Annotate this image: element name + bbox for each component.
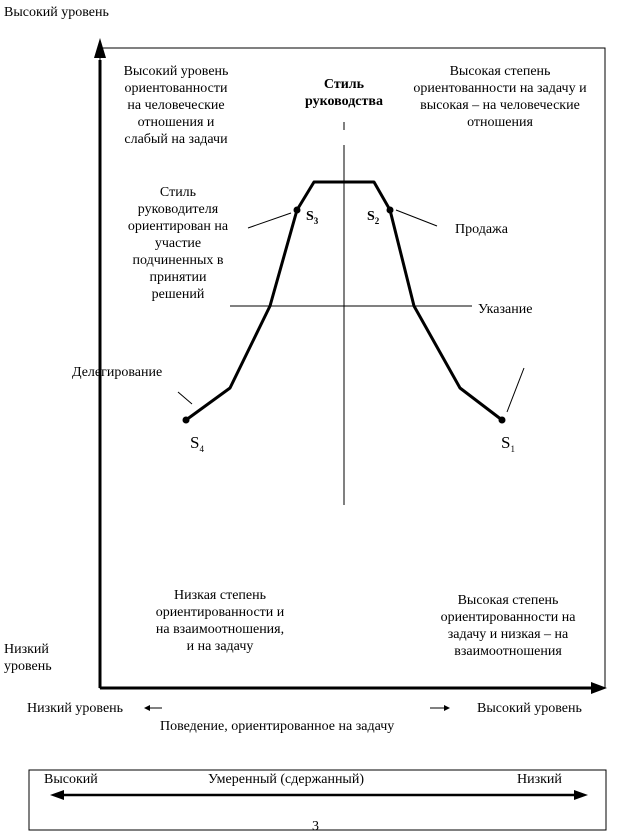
scale-arrowhead-left xyxy=(50,790,64,800)
quadrant-bottom-left: Низкая степень ориентированности и на взаимоотношения, и на задачу xyxy=(155,588,285,654)
quadrant-top-right: Высокая степень ориентованности на задачу и высокая – на человеческие отношения xyxy=(413,64,587,130)
point-s4-label: $S_4$ xyxy=(190,433,204,454)
point-s3-label: $S_3$ xyxy=(306,209,319,226)
point-s2-label: $S_2$ xyxy=(367,209,380,226)
point-s4-marker xyxy=(183,417,190,424)
point-s1-label: $S_1$ xyxy=(501,433,515,454)
center-title: Стиль руководства xyxy=(305,77,383,109)
callout-telling xyxy=(507,368,524,412)
scale-arrowhead-right xyxy=(574,790,588,800)
callout-delegating xyxy=(178,392,192,404)
point-s3-marker xyxy=(294,207,301,214)
page-number: 3 xyxy=(312,819,319,834)
left-small-arrowhead xyxy=(144,705,150,711)
callout-selling xyxy=(396,210,437,226)
label-participation: Стиль руководителя ориентирован на участие подчиненных в принятии решений xyxy=(127,185,229,302)
label-telling: Указание xyxy=(478,302,533,317)
quadrant-top-left: Высокий уровень ориентованности на человеческие отношения и слабый на задачи xyxy=(123,64,229,147)
point-s2-marker xyxy=(387,207,394,214)
point-s1-marker xyxy=(499,417,506,424)
x-axis-caption: Поведение, ориентированное на задачу xyxy=(160,719,395,734)
scale-label-middle: Умеренный (сдержанный) xyxy=(208,772,364,787)
quadrant-bottom-right: Высокая степень ориентированности на задачу и низкая – на взаимоотношения xyxy=(440,593,576,659)
y-axis-bottom-label: Низкий уровень xyxy=(4,642,52,674)
scale-label-right: Низкий xyxy=(517,772,562,787)
scale-label-left: Высокий xyxy=(44,772,98,787)
x-axis-right-label: Высокий уровень xyxy=(477,701,582,716)
label-selling: Продажа xyxy=(455,222,508,237)
y-axis-top-label: Высокий уровень xyxy=(4,5,109,20)
right-small-arrowhead xyxy=(444,705,450,711)
x-axis-left-label: Низкий уровень xyxy=(27,701,124,716)
label-delegating: Делегирование xyxy=(72,365,163,380)
callout-participation xyxy=(248,213,291,228)
